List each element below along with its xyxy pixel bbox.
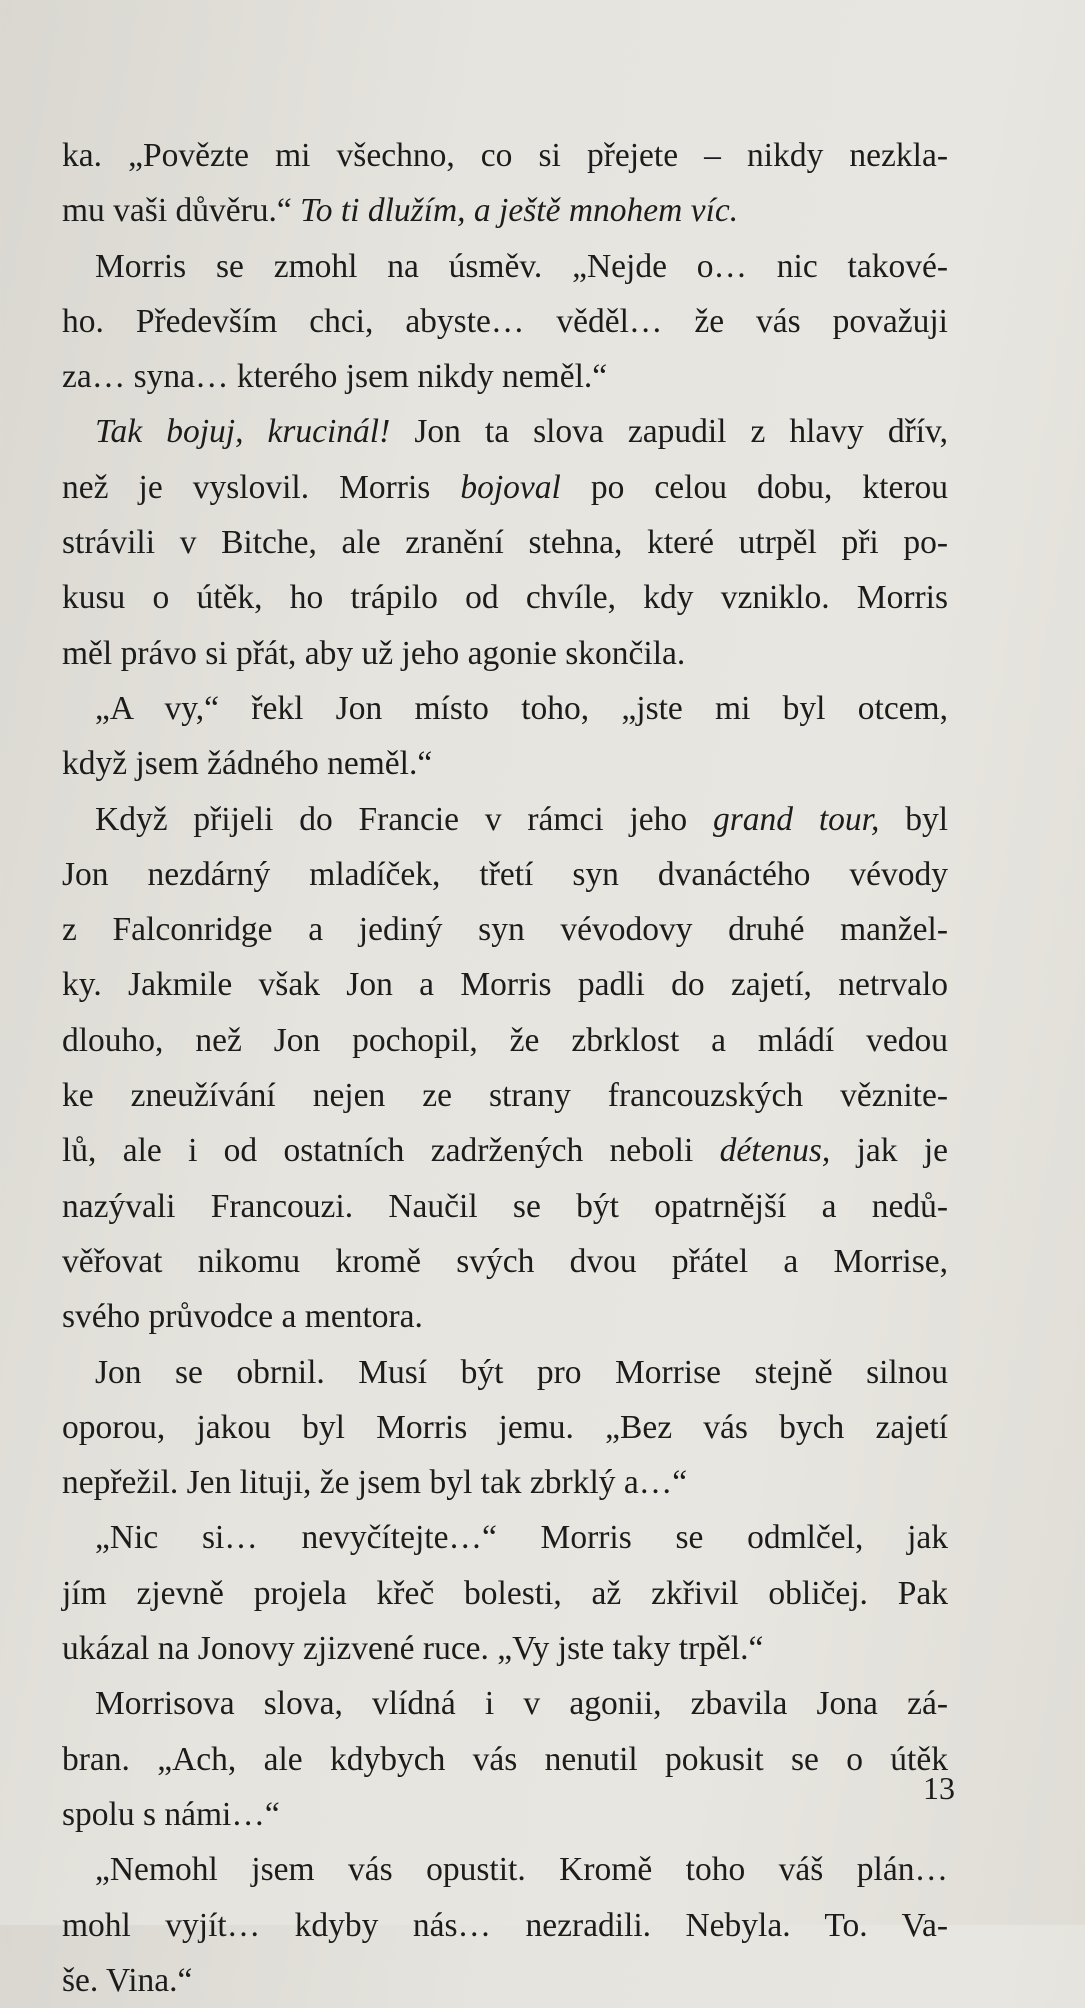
text-segment: věřovat nikomu kromě svých dvou přátel a Morrise,	[62, 1242, 948, 1280]
text-segment: jím zjevně projela křeč bolesti, až zkřivil obličej. Pak	[62, 1574, 948, 1612]
text-line	[62, 1400, 948, 1455]
text-segment: ho. Především chci, abyste… věděl… že vás považuji	[62, 302, 948, 340]
italic-text-segment: grand tour,	[713, 800, 880, 838]
text-segment: lů, ale i od ostatních zadržených neboli	[62, 1132, 720, 1170]
text-segment: měl právo si přát, aby už jeho agonie skončila.	[62, 634, 686, 672]
text-segment: Morris se zmohl na úsměv. „Nejde o… nic takové-	[95, 247, 948, 285]
text-segment: „Nemohl jsem vás opustit. Kromě toho váš plán…	[95, 1851, 948, 1889]
text-segment: za… syna… kterého jsem nikdy neměl.“	[62, 358, 608, 396]
text-line	[62, 1787, 948, 1842]
text-line	[62, 128, 948, 183]
text-segment: „A vy,“ řekl Jon místo toho, „jste mi byl otcem,	[95, 689, 948, 727]
text-segment: z Falconridge a jediný syn vévodovy druhé manžel-	[62, 911, 948, 949]
text-segment: jak je	[830, 1132, 949, 1170]
text-line	[62, 681, 948, 736]
text-segment: nazývali Francouzi. Naučil se být opatrnější a nedů-	[62, 1187, 948, 1225]
text-segment: strávili v Bitche, ale zranění stehna, které utrpěl při po-	[62, 524, 948, 562]
text-line	[62, 460, 948, 515]
text-line	[62, 1566, 948, 1621]
italic-text-segment: bojoval	[460, 468, 561, 506]
text-line	[62, 570, 948, 625]
text-segment: nepřežil. Jen lituji, že jsem byl tak zbrklý a…“	[62, 1464, 688, 1502]
text-line	[62, 626, 948, 681]
text-segment: Jon nezdárný mladíček, třetí syn dvanáctého vévody	[62, 855, 948, 893]
text-line	[62, 1510, 948, 1565]
text-line	[62, 294, 948, 349]
text-segment: po celou dobu, kterou	[560, 468, 948, 506]
text-segment: ukázal na Jonovy zjizvené ruce. „Vy jste taky trpěl.“	[62, 1630, 764, 1668]
text-line	[62, 349, 948, 404]
book-page-text	[62, 128, 948, 2008]
text-line	[62, 847, 948, 902]
text-line	[62, 1455, 948, 1510]
text-segment: mohl vyjít… kdyby nás… nezradili. Nebyla. To. Va-	[62, 1906, 948, 1944]
text-segment: bran. „Ach, ale kdybych vás nenutil pokusit se o útěk	[62, 1740, 948, 1778]
text-line	[62, 1289, 948, 1344]
text-line	[62, 902, 948, 957]
text-line	[62, 404, 948, 459]
text-segment: Jon se obrnil. Musí být pro Morrise stejně silnou	[95, 1353, 948, 1391]
text-line	[62, 1676, 948, 1731]
italic-text-segment: Tak bojuj, krucinál!	[95, 413, 391, 451]
text-segment: mu vaši důvěru.“	[62, 192, 301, 230]
text-segment: oporou, jakou byl Morris jemu. „Bez vás bych zajetí	[62, 1408, 948, 1446]
text-segment: byl	[879, 800, 949, 838]
text-segment: Když přijeli do Francie v rámci jeho	[95, 800, 713, 838]
text-line	[62, 1123, 948, 1178]
text-segment: kusu o útěk, ho trápilo od chvíle, kdy vzniklo. Morris	[62, 579, 948, 617]
text-line	[62, 183, 948, 238]
text-line	[62, 1953, 948, 2008]
text-segment: Jon ta slova zapudil z hlavy dřív,	[390, 413, 948, 451]
text-line	[62, 239, 948, 294]
text-line	[62, 1621, 948, 1676]
text-line	[62, 1179, 948, 1234]
text-segment: spolu s námi…“	[62, 1795, 280, 1833]
text-line	[62, 1842, 948, 1897]
text-line	[62, 1234, 948, 1289]
text-segment: když jsem žádného neměl.“	[62, 745, 433, 783]
text-line	[62, 1732, 948, 1787]
text-segment: Morrisova slova, vlídná i v agonii, zbavila Jona zá-	[95, 1685, 948, 1723]
text-segment: ky. Jakmile však Jon a Morris padli do zajetí, netrvalo	[62, 966, 948, 1004]
text-segment: dlouho, než Jon pochopil, že zbrklost a mládí vedou	[62, 1021, 948, 1059]
text-line	[62, 792, 948, 847]
italic-text-segment: To ti dlužím, a ještě mnohem víc.	[300, 192, 739, 230]
italic-text-segment: détenus,	[719, 1132, 831, 1170]
text-line	[62, 957, 948, 1012]
text-segment: než je vyslovil. Morris	[62, 468, 461, 506]
text-line	[62, 736, 948, 791]
text-line	[62, 1013, 948, 1068]
text-line	[62, 1068, 948, 1123]
text-segment: še. Vina.“	[62, 1961, 193, 1999]
text-segment: ka. „Povězte mi všechno, co si přejete – nikdy nezkla-	[62, 137, 948, 174]
text-segment: svého průvodce a mentora.	[62, 1298, 423, 1336]
page-number: 13	[923, 1770, 955, 1806]
text-line	[62, 1345, 948, 1400]
text-segment: ke zneužívání nejen ze strany francouzských věznite-	[62, 1077, 948, 1115]
text-line	[62, 515, 948, 570]
text-line	[62, 1898, 948, 1953]
text-segment: „Nic si… nevyčítejte…“ Morris se odmlčel, jak	[95, 1519, 948, 1557]
